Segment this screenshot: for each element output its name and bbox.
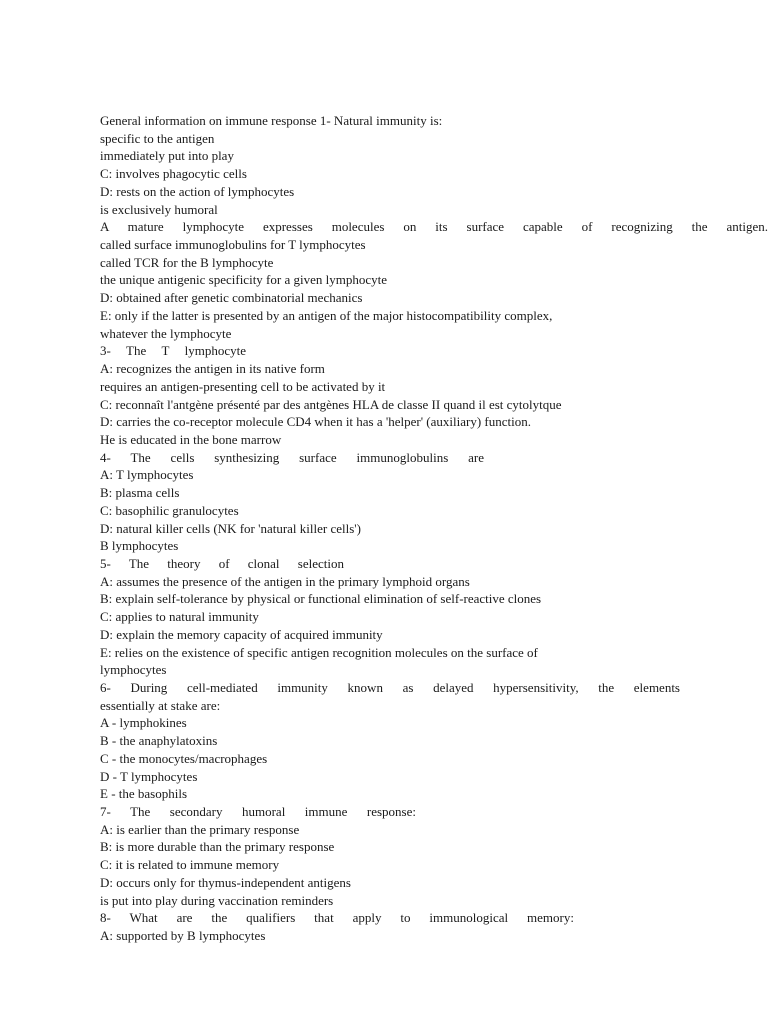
question-heading: 5- The theory of clonal selection xyxy=(100,555,344,571)
question-heading: 4- The cells synthesizing surface immunoglobulins are xyxy=(100,449,484,465)
answer-option: B: is more durable than the primary response xyxy=(100,839,335,855)
answer-option: requires an antigen-presenting cell to be activated by it xyxy=(100,378,386,394)
text-line: General information on immune response 1- Natural immunity is: xyxy=(100,113,443,128)
answer-option: D: rests on the action of lymphocytes xyxy=(100,183,295,199)
answer-option: C: reconnaît l'antgène présenté par des antgènes HLA de classe II quand il est cytolytque xyxy=(100,396,562,412)
answer-option: A - lymphokines xyxy=(100,715,187,731)
answer-option: is exclusively humoral xyxy=(100,201,218,217)
answer-option: is put into play during vaccination reminders xyxy=(100,892,334,908)
answer-option: D: obtained after genetic combinatorial mechanics xyxy=(100,290,363,306)
answer-option: E: relies on the existence of specific antigen recognition molecules on the surface of xyxy=(100,644,538,660)
answer-option: A: recognizes the antigen in its native form xyxy=(100,361,325,377)
answer-option: C: applies to natural immunity xyxy=(100,609,259,625)
answer-option: A: T lymphocytes xyxy=(100,467,194,483)
answer-option: A: is earlier than the primary response xyxy=(100,821,300,837)
answer-option: D: explain the memory capacity of acquired immunity xyxy=(100,626,383,642)
answer-option: A: assumes the presence of the antigen in the primary lymphoid organs xyxy=(100,573,470,589)
answer-option: B: explain self-tolerance by physical or functional elimination of self-reactive clones xyxy=(100,591,542,607)
question-heading: 7- The secondary humoral immune response: xyxy=(100,804,416,820)
answer-option: D: carries the co-receptor molecule CD4 when it has a 'helper' (auxiliary) function. xyxy=(100,414,531,430)
answer-option: He is educated in the bone marrow xyxy=(100,431,282,447)
answer-option: B lymphocytes xyxy=(100,538,179,554)
answer-option: lymphocytes xyxy=(100,662,167,678)
answer-option: C - the monocytes/macrophages xyxy=(100,750,268,766)
answer-option: C: basophilic granulocytes xyxy=(100,502,239,518)
answer-option: B - the anaphylatoxins xyxy=(100,733,218,749)
answer-option: C: it is related to immune memory xyxy=(100,857,280,873)
question-heading-continued: essentially at stake are: xyxy=(100,697,221,713)
answer-option: called surface immunoglobulins for T lymphocytes xyxy=(100,237,366,253)
question-heading: A mature lymphocyte expresses molecules on its surface capable of recognizing the antigen. xyxy=(100,219,768,235)
answer-option: D: occurs only for thymus-independent antigens xyxy=(100,874,351,890)
answer-option: D: natural killer cells (NK for 'natural killer cells') xyxy=(100,520,361,536)
answer-option: called TCR for the B lymphocyte xyxy=(100,254,274,270)
answer-option: B: plasma cells xyxy=(100,485,180,501)
document-page xyxy=(100,112,768,945)
answer-option: E - the basophils xyxy=(100,786,188,802)
question-heading: 8- What are the qualifiers that apply to immunological memory: xyxy=(100,910,574,926)
answer-option: E: only if the latter is presented by an antigen of the major histocompatibility complex, xyxy=(100,307,553,323)
answer-option: the unique antigenic specificity for a given lymphocyte xyxy=(100,272,387,288)
question-heading: 3- The T lymphocyte xyxy=(100,343,246,359)
answer-option: immediately put into play xyxy=(100,148,234,164)
answer-option: C: involves phagocytic cells xyxy=(100,166,247,182)
answer-option: specific to the antigen xyxy=(100,130,215,146)
answer-option: D - T lymphocytes xyxy=(100,768,198,784)
answer-option: A: supported by B lymphocytes xyxy=(100,928,266,944)
question-heading: 6- During cell-mediated immunity known as delayed hypersensitivity, the elements xyxy=(100,680,680,695)
answer-option: whatever the lymphocyte xyxy=(100,325,232,341)
